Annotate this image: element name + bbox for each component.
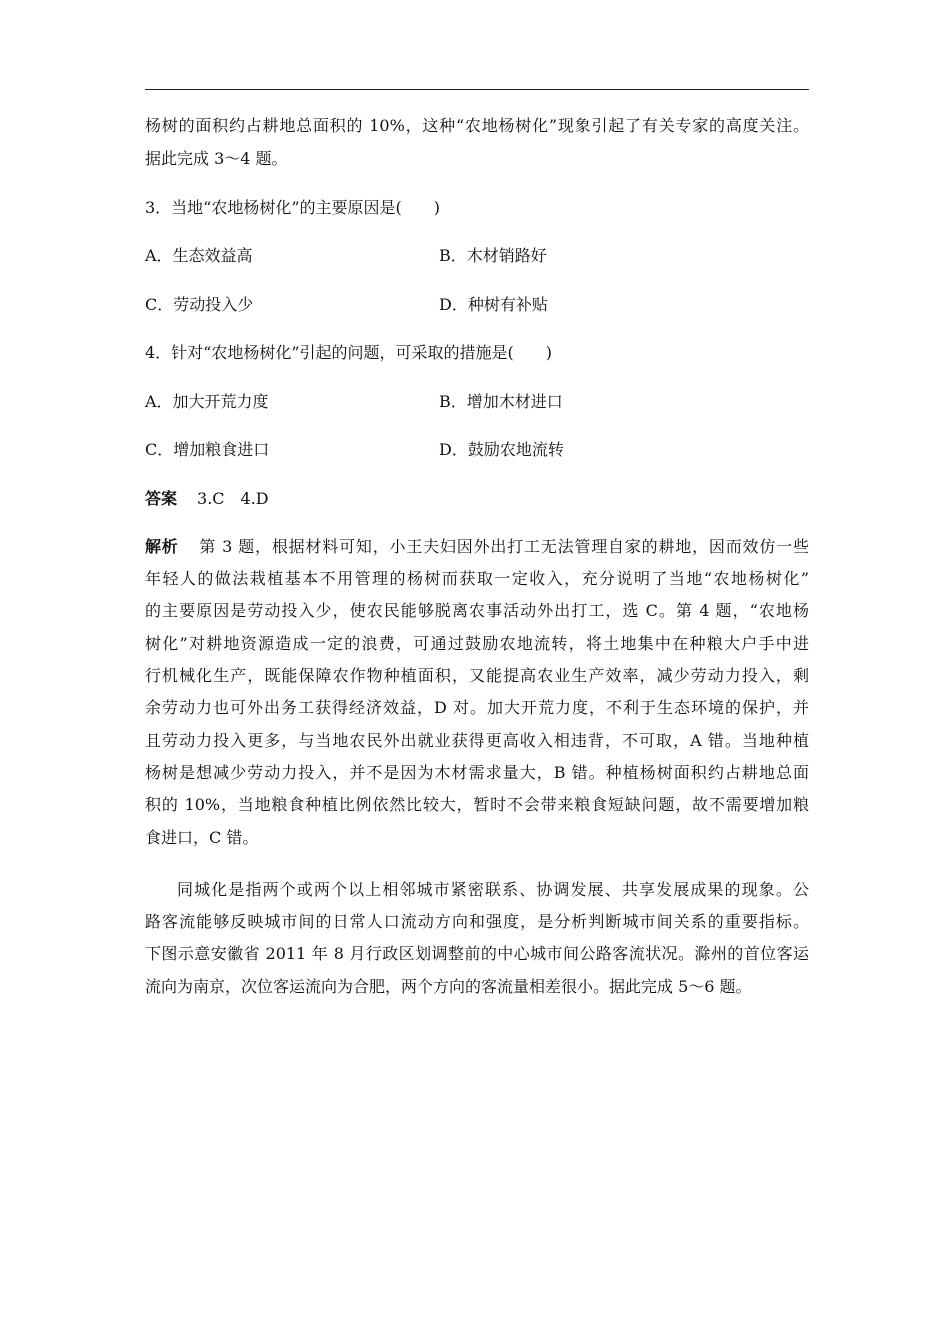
intro-line-1: 杨树的面积约占耕地总面积的 10%，这种“农地杨树化”现象引起了有关专家的高度关注。 <box>145 116 809 135</box>
analysis-line-5: 行机械化生产，既能保障农作物种植面积，又能提高农业生产效率，减少劳动力投入，剩 <box>145 666 809 685</box>
question-3-option-c: C．劳动投入少 <box>145 295 254 314</box>
analysis-line-3: 的主要原因是劳动投入少，使农民能够脱离农事活动外出打工，选 C。第 4 题，“农地杨 <box>145 601 809 620</box>
passage-line-1: 同城化是指两个或两个以上相邻城市紧密联系、协调发展、共享发展成果的现象。公 <box>177 880 809 899</box>
analysis-line-7: 且劳动力投入更多，与当地农民外出就业获得更高收入相违背，不可取，A 错。当地种植 <box>145 731 809 750</box>
analysis-line-8: 杨树是想减少劳动力投入，并不是因为木材需求量大，B 错。种植杨树面积约占耕地总面 <box>145 763 809 782</box>
intro-line-2: 据此完成 3～4 题。 <box>145 149 288 168</box>
passage-line-4: 流向为南京，次位客运流向为合肥，两个方向的客流量相差很小。据此完成 5～6 题。 <box>145 977 752 996</box>
analysis-text: 第 3 题，根据材料可知，小王夫妇因外出打工无法管理自家的耕地，因而效仿一些 <box>198 537 809 556</box>
question-4-option-c: C．增加粮食进口 <box>145 440 270 459</box>
analysis-line-10: 食进口，C 错。 <box>145 828 259 847</box>
header-rule <box>145 89 809 90</box>
question-4-option-d: D．鼓励农地流转 <box>439 440 564 459</box>
question-4-stem: 4．针对“农地杨树化”引起的问题，可采取的措施是( ) <box>145 343 553 362</box>
question-4-option-b: B．增加木材进口 <box>439 392 563 411</box>
question-3-option-d: D．种树有补贴 <box>439 295 548 314</box>
question-3-option-a: A．生态效益高 <box>145 246 253 265</box>
question-3-stem: 3．当地“农地杨树化”的主要原因是( ) <box>145 198 441 217</box>
passage-line-3: 下图示意安徽省 2011 年 8 月行政区划调整前的中心城市间公路客流状况。滁州的首位客运 <box>145 944 809 963</box>
passage-line-2: 路客流能够反映城市间的日常人口流动方向和强度，是分析判断城市间关系的重要指标。 <box>145 912 809 931</box>
answer-line <box>145 489 269 509</box>
analysis-line-2: 年轻人的做法栽植基本不用管理的杨树而获取一定收入，充分说明了当地“农地杨树化” <box>145 569 809 588</box>
analysis-line-9: 积的 10%，当地粮食种植比例依然比较大，暂时不会带来粮食短缺问题，故不需要增加粮 <box>145 795 809 814</box>
question-4-option-a: A．加大开荒力度 <box>145 392 269 411</box>
analysis-label: 解析 <box>145 537 179 556</box>
analysis-line-1 <box>145 537 809 557</box>
question-3-option-b: B．木材销路好 <box>439 246 547 265</box>
analysis-line-4: 树化”对耕地资源造成一定的浪费，可通过鼓励农地流转，将土地集中在种粮大户手中进 <box>145 634 809 653</box>
answer-value: 3.C 4.D <box>197 489 269 508</box>
analysis-line-6: 余劳动力也可外出务工获得经济效益，D 对。加大开荒力度，不利于生态环境的保护，并 <box>145 698 809 717</box>
answer-label: 答案 <box>145 489 178 508</box>
